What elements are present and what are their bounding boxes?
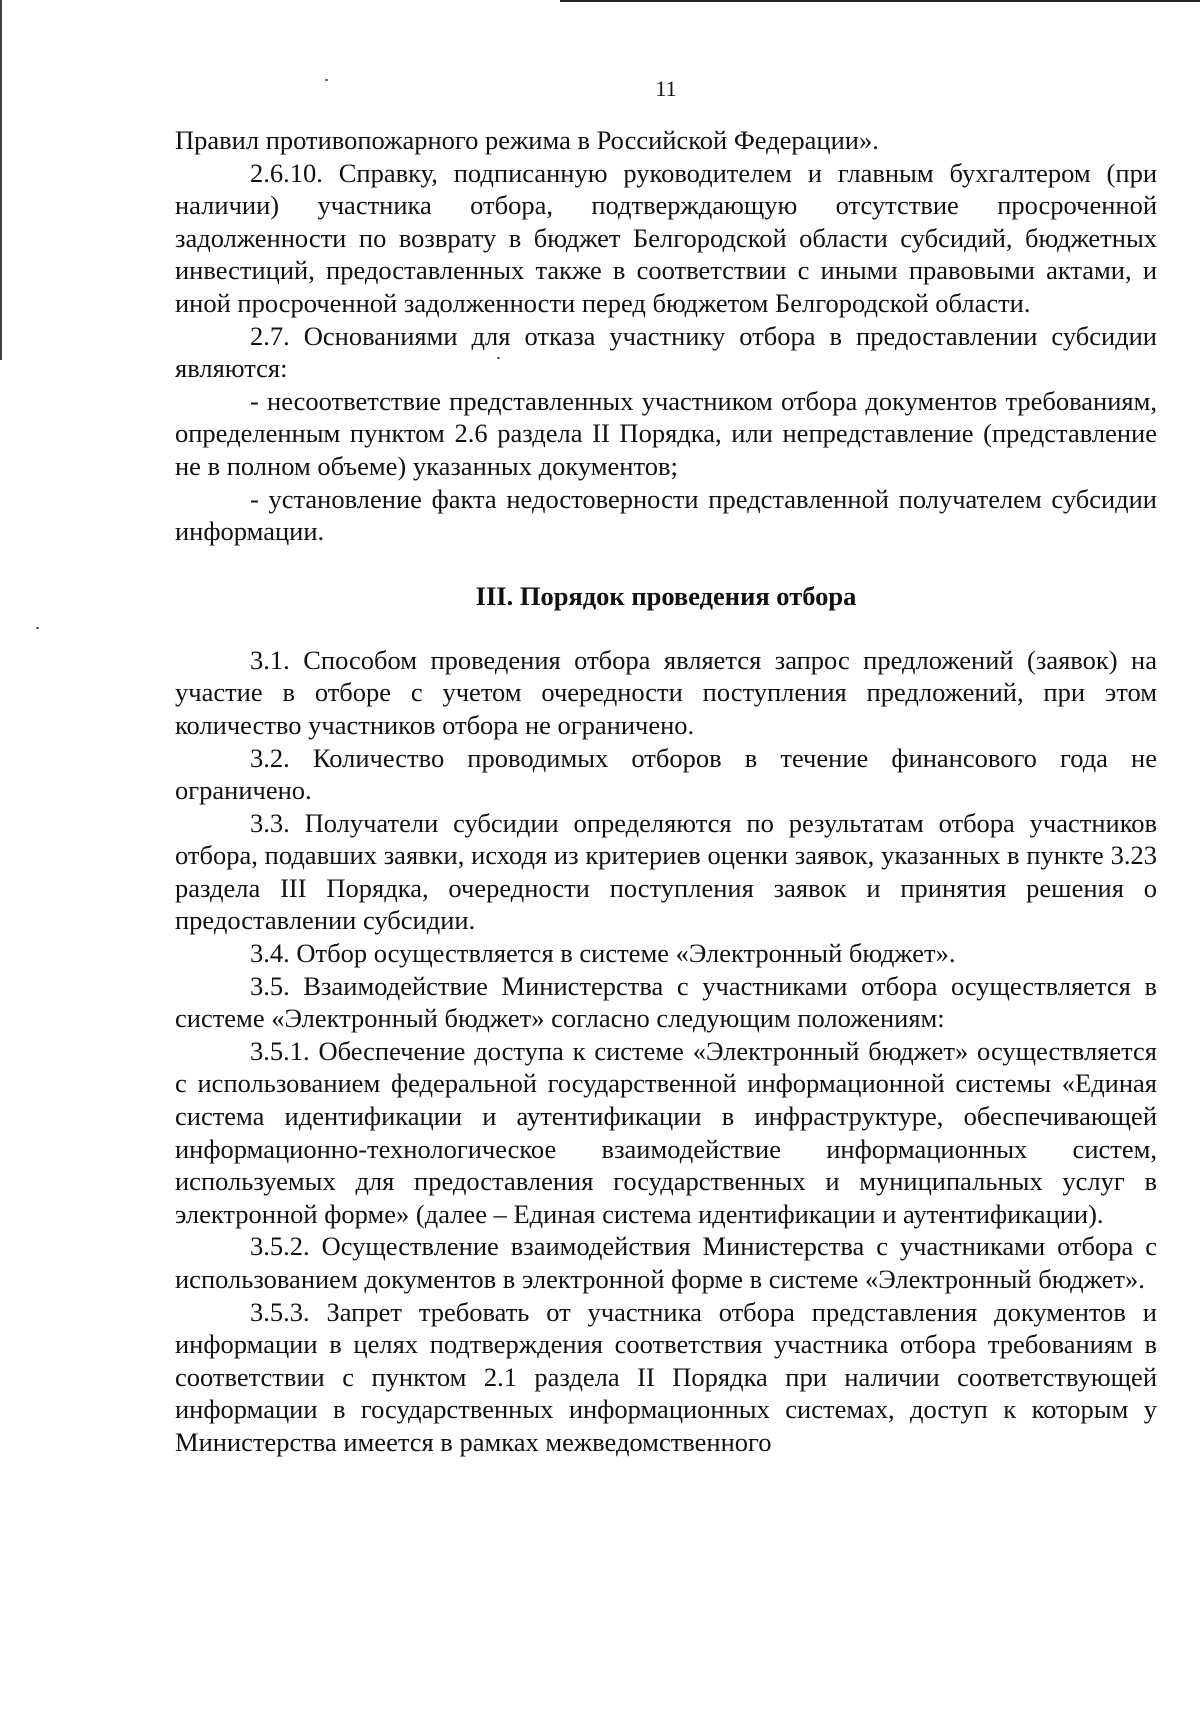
section-heading: III. Порядок проведения отбора: [475, 580, 857, 611]
paragraph: 3.5.2. Осуществление взаимодействия Министерства с участниками отбора с использованием документов в электронной форме в системе «Электронный бюджет».: [175, 1231, 1157, 1294]
scan-speck: [36, 627, 39, 629]
document-body: [175, 124, 1157, 1459]
page-number: 11: [655, 76, 677, 101]
paragraph: 3.1. Способом проведения отбора является запрос предложений (заявок) на участие в отборе с учетом очередности поступления предложений, при этом количество участников отбора не ограничено.: [175, 644, 1157, 740]
paragraph: 3.5. Взаимодействие Министерства с участниками отбора осуществляется в системе «Электронный бюджет» согласно следующим положениям:: [175, 970, 1157, 1034]
paragraph: 3.5.3. Запрет требовать от участника отбора представления документов и информации в целях подтверждения соответствия участника отбора требованиям в соответствии с пунктом 2.1 раздела II Порядка при наличии соответствующей информации в государственных информационных системах, доступ к которым у Министерства имеется в рамках межведомственного: [175, 1296, 1157, 1457]
scan-left-edge: [0, 0, 2, 360]
paragraph: 3.5.1. Обеспечение доступа к системе «Электронный бюджет» осуществляется с использованием федеральной государственной информационной системы «Единая система идентификации и аутентификации в инфраструктуре, обеспечивающей информационно-технологическое взаимодействие информационных систем, используемых для предоставления государственных и муниципальных услуг в электронной форме» (далее – Единая система идентификации и аутентификации).: [175, 1035, 1157, 1229]
paragraph: 3.2. Количество проводимых отборов в течение финансового года не ограничено.: [175, 742, 1157, 806]
paragraph: 2.7. Основаниями для отказа участнику отбора в предоставлении субсидии являются:: [175, 320, 1157, 384]
scan-top-rule: [560, 0, 1200, 2]
list-item: - несоответствие представленных участником отбора документов требованиям, определенным пунктом 2.6 раздела II Порядка, или непредставление (представление не в полном объеме) указанных документов;: [175, 385, 1157, 481]
paragraph: Правил противопожарного режима в Российской Федерации».: [175, 125, 879, 155]
paragraph: 3.3. Получатели субсидии определяются по результатам отбора участников отбора, подавших заявки, исходя из критериев оценки заявок, указанных в пункте 3.23 раздела III Порядка, очередности поступления заявок и принятия решения о предоставлении субсидии.: [175, 807, 1157, 936]
paragraph: 2.6.10. Справку, подписанную руководителем и главным бухгалтером (при наличии) участника отбора, подтверждающую отсутствие просроченной задолженности по возврату в бюджет Белгородской области субсидий, бюджетных инвестиций, предоставленных также в соответствии с иными правовыми актами, и иной просроченной задолженности перед бюджетом Белгородской области.: [175, 157, 1157, 318]
paragraph: 3.4. Отбор осуществляется в системе «Электронный бюджет».: [250, 938, 956, 969]
list-item: - установление факта недостоверности представленной получателем субсидии информации.: [175, 483, 1157, 547]
